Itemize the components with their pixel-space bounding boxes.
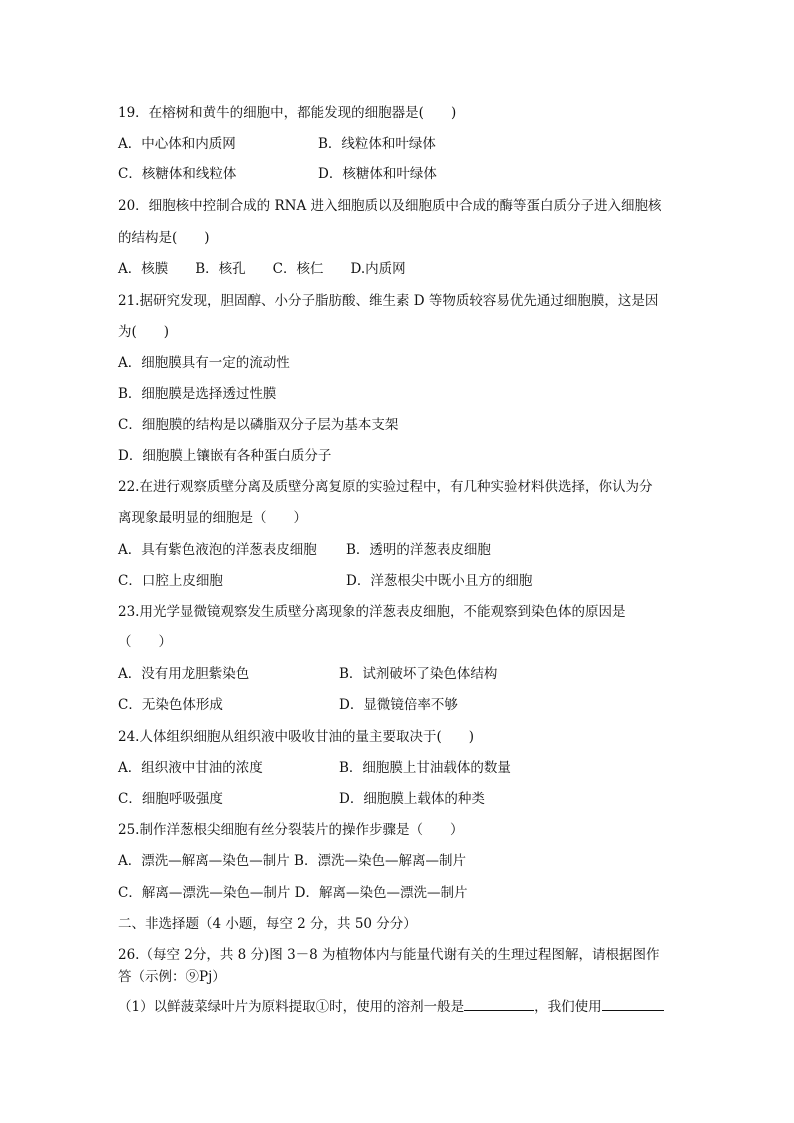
q21-stem-line2: 为( ) <box>118 324 170 340</box>
q19-option-b: B．线粒体和叶绿体 <box>318 136 436 152</box>
q25-options-line2: C．解离—漂洗—染色—制片 D．解离—染色—漂洗—制片 <box>118 885 468 901</box>
q23-stem-line1: 23.用光学显微镜观察发生质壁分离现象的洋葱表皮细胞，不能观察到染色体的原因是 <box>118 604 626 620</box>
q21-option-a: A．细胞膜具有一定的流动性 <box>118 355 290 371</box>
q24-option-d: D．细胞膜上载体的种类 <box>339 791 485 807</box>
q21-option-d: D．细胞膜上镶嵌有各种蛋白质分子 <box>118 448 332 464</box>
q22-stem-line1: 22.在进行观察质壁分离及质壁分离复原的实验过程中，有几种实验材料供选择，你认为分 <box>118 479 653 495</box>
q26-stem-line1: 26.（每空 2分，共 8 分)图 3－8 为植物体内与能量代谢有关的生理过程图解，请根据图作 <box>118 947 660 963</box>
q23-option-a: A．没有用龙胆紫染色 <box>118 666 250 682</box>
q25-stem: 25.制作洋葱根尖细胞有丝分裂装片的操作步骤是（ ） <box>118 822 464 838</box>
q20-options: A．核膜 B．核孔 C．核仁 D.内质网 <box>118 261 406 277</box>
q21-stem-line1: 21.据研究发现，胆固醇、小分子脂肪酸、维生素 D 等物质较容易优先通过细胞膜，这是因 <box>118 293 659 309</box>
q26-sub1-text-a: （1）以鲜菠菜绿叶片为原料提取①时，使用的溶剂一般是 <box>118 999 465 1015</box>
q21-option-c: C．细胞膜的结构是以磷脂双分子层为基本支架 <box>118 417 399 433</box>
q24-option-c: C．细胞呼吸强度 <box>118 791 223 807</box>
q25-options-line1: A．漂洗—解离—染色—制片 B．漂洗—染色—解离—制片 <box>118 853 466 869</box>
q20-stem-line1: 20．细胞核中控制合成的 RNA 进入细胞质以及细胞质中合成的酶等蛋白质分子进入细胞核 <box>118 198 662 214</box>
q23-option-b: B．试剂破坏了染色体结构 <box>339 666 498 682</box>
q26-stem-line2: 答（示例：⑨Pj） <box>118 969 226 985</box>
q24-option-a: A．组织液中甘油的浓度 <box>118 760 263 776</box>
q26-blank-1[interactable] <box>464 996 534 1011</box>
q19-option-d: D．核糖体和叶绿体 <box>318 166 437 182</box>
q19-option-a: A．中心体和内质网 <box>118 136 236 152</box>
q19-option-c: C．核糖体和线粒体 <box>118 166 237 182</box>
q23-option-d: D．显微镜倍率不够 <box>339 697 458 713</box>
q19-stem: 19．在榕树和黄牛的细胞中，都能发现的细胞器是( ) <box>118 105 457 121</box>
q26-sub1-text-b: ，我们使用 <box>534 999 602 1015</box>
q26-blank-2[interactable] <box>602 996 664 1011</box>
section2-heading: 二、非选择题（4 小题，每空 2 分，共 50 分分） <box>118 916 417 932</box>
q20-stem-line2: 的结构是( ) <box>118 230 210 246</box>
q23-stem-line2: （ ） <box>118 634 172 650</box>
q24-stem: 24.人体组织细胞从组织液中吸收甘油的量主要取决于( ) <box>118 729 475 745</box>
q22-option-a: A．具有紫色液泡的洋葱表皮细胞 <box>118 542 317 558</box>
q22-option-c: C．口腔上皮细胞 <box>118 573 223 589</box>
q22-option-d: D．洋葱根尖中既小且方的细胞 <box>346 573 533 589</box>
q22-option-b: B．透明的洋葱表皮细胞 <box>346 542 491 558</box>
q23-option-c: C．无染色体形成 <box>118 697 223 713</box>
q21-option-b: B．细胞膜是选择透过性膜 <box>118 386 277 402</box>
q26-sub1-line <box>118 996 678 1016</box>
q22-stem-line2: 离现象最明显的细胞是（ ） <box>118 510 307 526</box>
q24-option-b: B．细胞膜上甘油载体的数量 <box>339 760 511 776</box>
